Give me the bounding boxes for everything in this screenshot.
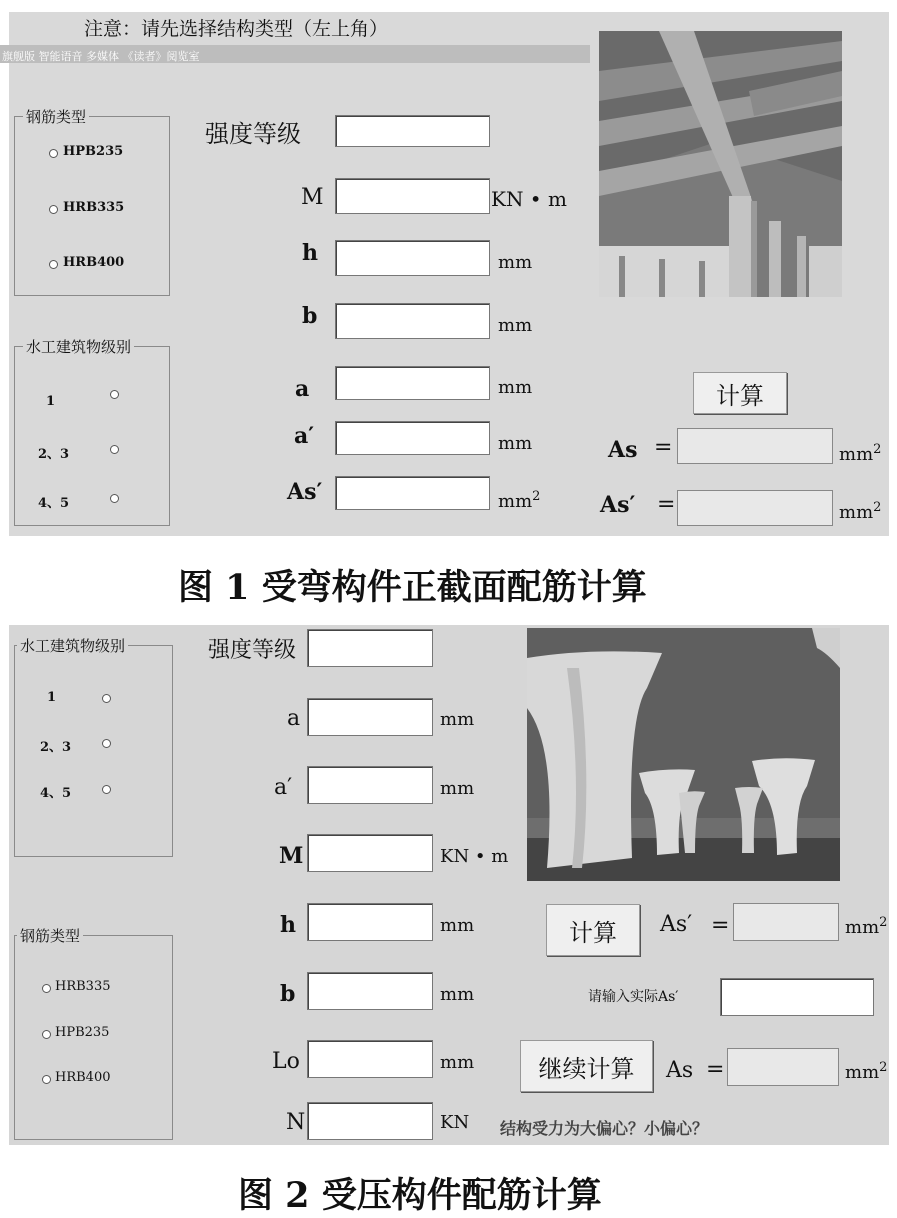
as-prime-output-equals-2: =	[711, 913, 730, 938]
as-prime-input-unit-text: mm	[498, 491, 533, 512]
width-unit-2: mm	[440, 984, 475, 1005]
radio-hrb335-2[interactable]	[42, 984, 51, 993]
bridge-piers-photo	[527, 628, 840, 881]
strength-grade-input[interactable]	[335, 115, 490, 147]
beam-structure-image	[599, 31, 842, 297]
as-output-unit	[839, 442, 881, 465]
height-label-2: h	[280, 912, 296, 938]
moment-unit: KN • m	[491, 187, 567, 211]
radio-level-45-2[interactable]	[102, 785, 111, 794]
radio-hrb335-label-2: HRB335	[55, 979, 111, 994]
building-level-title-2: 水工建筑物级别	[17, 635, 128, 656]
lo-label-2: Lo	[272, 1049, 300, 1074]
n-unit-2: KN	[440, 1112, 470, 1133]
figure1-caption: 图 1 受弯构件正截面配筋计算	[178, 567, 647, 608]
as-prime-output-unit-text-2: mm	[845, 917, 880, 938]
rebar-type-title-2: 钢筋类型	[17, 925, 83, 946]
eccentric-question-text: 结构受力为大偏心？小偏心？	[500, 1119, 709, 1138]
height-input[interactable]	[335, 240, 490, 276]
strength-grade-label-2: 强度等级	[208, 638, 297, 663]
height-label: h	[302, 240, 318, 266]
level-1-label: 1	[46, 394, 56, 409]
as-output-field	[677, 428, 833, 464]
figure2-caption: 图 2 受压构件配筋计算	[238, 1175, 602, 1216]
radio-hpb235-2[interactable]	[42, 1030, 51, 1039]
a-prime-unit-2: mm	[440, 778, 475, 799]
radio-hrb335-label: HRB335	[63, 200, 125, 215]
strength-grade-input-2[interactable]	[307, 629, 433, 667]
radio-level-23[interactable]	[110, 445, 119, 454]
a-prime-label-2: a′	[274, 775, 293, 800]
building-level-group-2	[14, 637, 173, 857]
radio-hrb400-label: HRB400	[63, 255, 125, 270]
as-prime-input-label: As′	[287, 479, 323, 505]
height-unit: mm	[498, 252, 533, 273]
a-label: a	[295, 376, 310, 402]
as-output-unit-2	[845, 1060, 887, 1083]
radio-hrb400-2[interactable]	[42, 1075, 51, 1084]
calculate-button[interactable]: 计算	[693, 372, 787, 414]
as-prime-output-label: As′	[600, 492, 636, 518]
beam-structure-photo	[599, 31, 842, 297]
as-output-label: As	[608, 437, 638, 463]
width-unit: mm	[498, 315, 533, 336]
level-45-label: 4、5	[38, 496, 70, 511]
as-prime-output-unit-sup-2: 2	[879, 915, 888, 930]
actual-as-prime-input[interactable]	[720, 978, 874, 1016]
as-prime-input-unit	[498, 489, 540, 512]
n-label-2: N	[286, 1110, 306, 1135]
radio-hrb335[interactable]	[49, 205, 58, 214]
calculate-button-2[interactable]: 计算	[546, 904, 640, 956]
radio-hpb235-label: HPB235	[63, 144, 124, 159]
moment-label: M	[301, 185, 324, 210]
as-output-unit-text: mm	[839, 444, 874, 465]
topbar-links[interactable]: 旗舰版 智能语音 多媒体 《读者》阅览室	[2, 50, 200, 63]
strength-grade-label: 强度等级	[205, 120, 301, 148]
width-label-2: b	[280, 981, 296, 1007]
a-prime-label: a′	[294, 423, 315, 449]
radio-level-1-2[interactable]	[102, 694, 111, 703]
as-output-field-2	[727, 1048, 839, 1086]
height-input-2[interactable]	[307, 903, 433, 941]
a-label-2: a	[287, 706, 301, 731]
a-input-2[interactable]	[307, 698, 433, 736]
radio-hrb400[interactable]	[49, 260, 58, 269]
as-output-unit-sup-2: 2	[879, 1060, 888, 1075]
as-output-unit-sup: 2	[873, 442, 882, 457]
height-unit-2: mm	[440, 915, 475, 936]
radio-level-23-2[interactable]	[102, 739, 111, 748]
as-prime-output-equals: =	[657, 492, 676, 517]
building-level-title: 水工建筑物级别	[23, 336, 134, 357]
lo-unit-2: mm	[440, 1052, 475, 1073]
radio-level-45[interactable]	[110, 494, 119, 503]
a-prime-input-2[interactable]	[307, 766, 433, 804]
radio-hrb400-label-2: HRB400	[55, 1070, 111, 1085]
continue-calculate-button[interactable]: 继续计算	[520, 1040, 653, 1092]
as-output-equals: =	[654, 435, 673, 460]
a-input[interactable]	[335, 366, 490, 400]
as-prime-output-field	[677, 490, 833, 526]
bridge-piers-image	[527, 628, 840, 881]
level-1-label-2: 1	[47, 690, 57, 705]
as-prime-output-unit-sup: 2	[873, 500, 882, 515]
as-prime-output-field-2	[733, 903, 839, 941]
moment-input[interactable]	[335, 178, 490, 214]
rebar-type-title: 钢筋类型	[23, 106, 89, 127]
width-input-2[interactable]	[307, 972, 433, 1010]
building-level-group	[14, 338, 170, 526]
level-23-label: 2、3	[38, 447, 70, 462]
as-prime-output-unit-2	[845, 915, 887, 938]
level-23-label-2: 2、3	[40, 740, 72, 755]
radio-hpb235[interactable]	[49, 149, 58, 158]
as-output-unit-text-2: mm	[845, 1062, 880, 1083]
as-prime-output-label-2: As′	[660, 912, 693, 937]
a-unit: mm	[498, 377, 533, 398]
moment-unit-2: KN • m	[440, 846, 509, 867]
as-prime-input-unit-sup: 2	[532, 489, 541, 504]
rebar-type-group-2	[14, 927, 173, 1140]
level-45-label-2: 4、5	[40, 786, 72, 801]
width-label: b	[302, 303, 318, 329]
as-output-equals-2: =	[706, 1057, 725, 1082]
as-output-label-2: As	[666, 1058, 694, 1083]
lo-input-2[interactable]	[307, 1040, 433, 1078]
a-prime-input[interactable]	[335, 421, 490, 455]
a-unit-2: mm	[440, 709, 475, 730]
a-prime-unit: mm	[498, 433, 533, 454]
moment-input-2[interactable]	[307, 834, 433, 872]
radio-level-1[interactable]	[110, 390, 119, 399]
notice-text: 注意：请先选择结构类型（左上角）	[84, 18, 389, 40]
as-prime-output-unit-text: mm	[839, 502, 874, 523]
rebar-type-group	[14, 108, 170, 296]
moment-label-2: M	[279, 843, 304, 869]
radio-hpb235-label-2: HPB235	[55, 1025, 110, 1040]
actual-as-prime-prompt: 请输入实际As′	[588, 989, 679, 1005]
width-input[interactable]	[335, 303, 490, 339]
as-prime-input[interactable]	[335, 476, 490, 510]
as-prime-output-unit	[839, 500, 881, 523]
n-input-2[interactable]	[307, 1102, 433, 1140]
